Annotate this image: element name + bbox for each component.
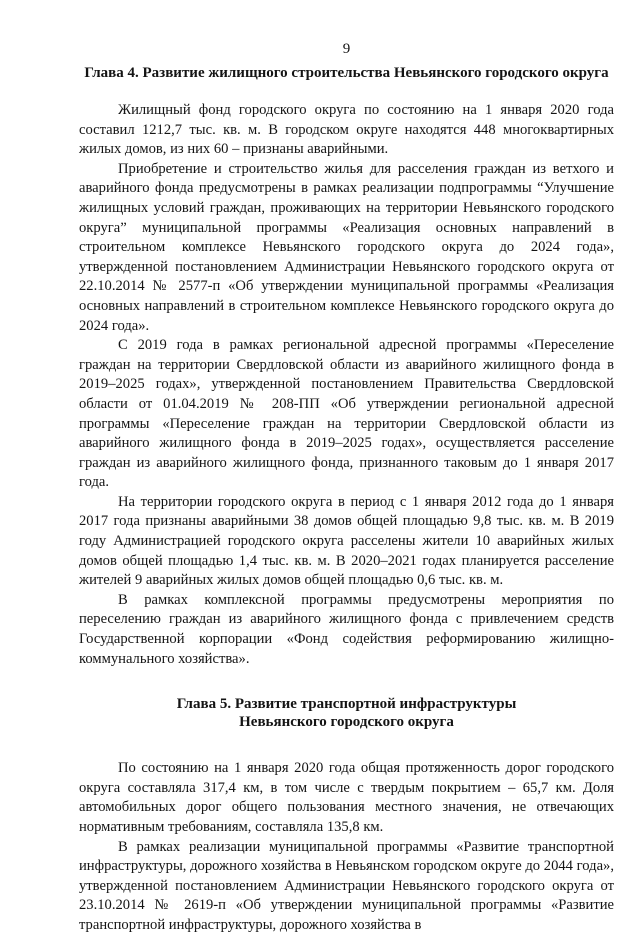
chapter-5-heading xyxy=(79,695,614,731)
page-number: 9 xyxy=(342,41,351,57)
chapter-4-paragraph-5: В рамках комплексной программы предусмотрены мероприятия по переселению граждан из аварийного жилищного фонда с привлечением средств Государственной корпорации «Фонд содействия реформированию жилищно-коммунального хозяйства». xyxy=(79,591,614,667)
chapter-5-heading-line-2: Невьянского городского округа xyxy=(239,714,454,731)
chapter-4-paragraph-4: На территории городского округа в период с 1 января 2012 года до 1 января 2017 года признаны аварийными 38 домов общей площадью 9,8 тыс. кв. м. В 2019 году Администрацией городского округа расселены жители 10 аварийных жилых домов общей площадью 1,4 тыс. кв. м. В 2020–2021 годах планируется расселение жителей 9 аварийных жилых домов общей площадью 0,6 тыс. кв. м. xyxy=(79,493,614,589)
chapter-4-heading: Глава 4. Развитие жилищного строительства Невьянского городского округа xyxy=(84,65,609,81)
chapter-4-paragraph-1: Жилищный фонд городского округа по состоянию на 1 января 2020 года составил 1212,7 тыс. кв. м. В городском округе находятся 448 многоквартирных жилых домов, из них 60 – признаны аварийными. xyxy=(79,102,614,158)
chapter-5-paragraph-1: По состоянию на 1 января 2020 года общая протяженность дорог городского округа составляла 317,4 км, в том числе с твердым покрытием – 65,7 км. Доля автомобильных дорог общего пользования местного значения, не отвечающих нормативным требованиям, составляла 135,8 км. xyxy=(79,760,614,835)
chapter-5-paragraph-2: В рамках реализации муниципальной программы «Развитие транспортной инфраструктуры, дорожного хозяйства в Невьянском городском округе до 2044 года», утвержденной постановлением Администрации Невьянского городского округа от 23.10.2014 № 2619-п «Об утверждении муниципальной программы «Развитие транспортной инфраструктуры, дорожного хозяйства в xyxy=(79,838,614,933)
chapter-4-paragraph-2: Приобретение и строительство жилья для расселения граждан из ветхого и аварийного фонда предусмотрены в рамках реализации подпрограммы “Улучшение жилищных условий граждан, проживающих на территории Невьянского городского округа” муниципальной программы «Реализация основных направлений в строительном комплексе Невьянского городского округа до 2024 года», утвержденной постановлением Администрации Невьянского городского округа от 22.10.2014 № 2577-п «Об утверждении муниципальной программы «Реализация основных направлений в строительном комплексе Невьянского городского округа до 2024 года». xyxy=(79,160,614,334)
chapter-5-heading-line-1: Глава 5. Развитие транспортной инфраструктуры xyxy=(176,696,517,713)
chapter-4-paragraph-3: С 2019 года в рамках региональной адресной программы «Переселение граждан на территории Свердловской области из аварийного жилищного фонда в 2019–2025 годах», утвержденной постановлением Правительства Свердловской области от 01.04.2019 № 208-ПП «Об утверждении региональной адресной программы «Переселение граждан на территории Свердловской области из аварийного жилищного фонда в 2019–2025 годах», осуществляется расселение граждан из аварийного жилищного фонда, признанного таковым до 1 января 2017 года. xyxy=(79,337,614,491)
